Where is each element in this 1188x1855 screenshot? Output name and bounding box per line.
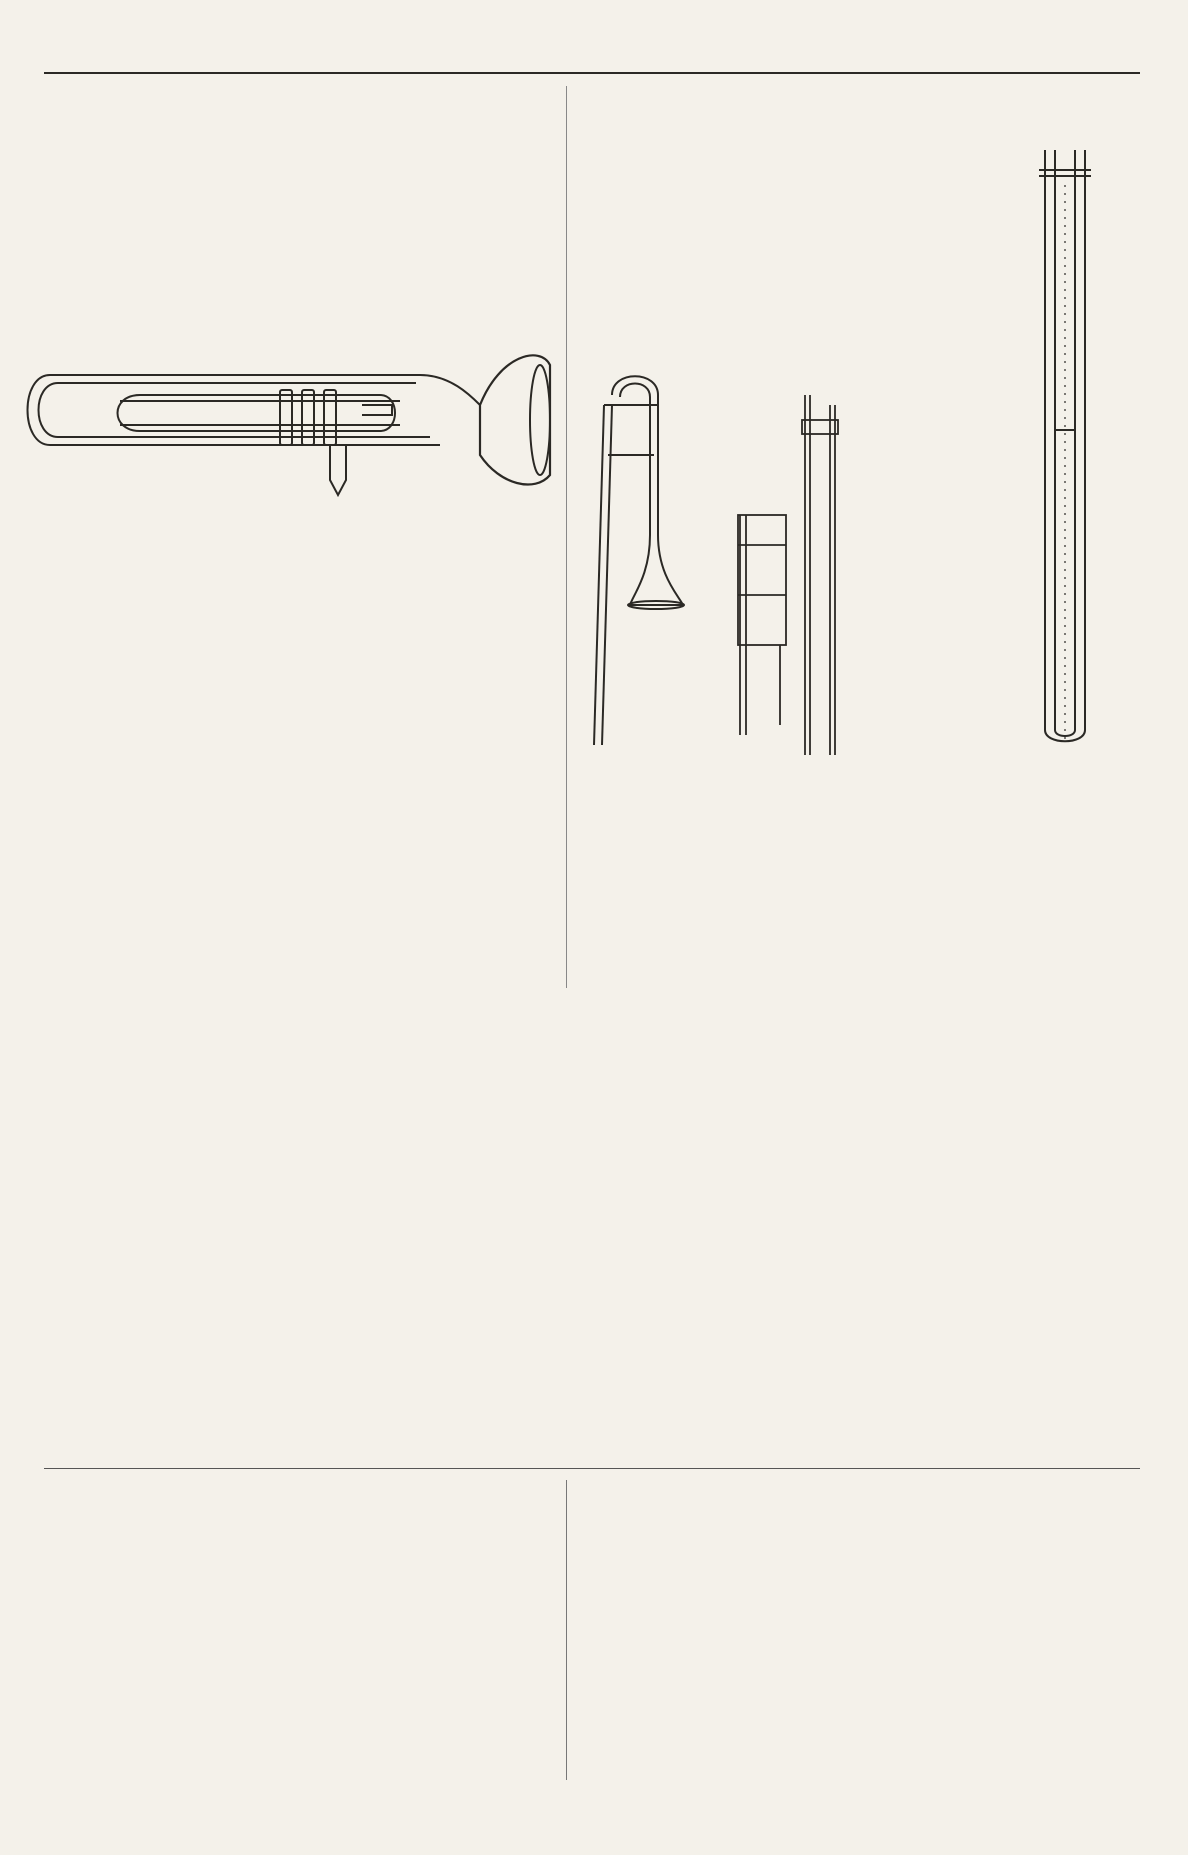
branches-illustration: [720, 395, 840, 755]
trombone-tenor-illustration: [578, 365, 728, 755]
positions-staff-row-2: [44, 1180, 1144, 1330]
tuba-illustration: [20, 335, 560, 505]
slide-positions-illustration: [1005, 140, 1115, 760]
page-header: [44, 38, 1140, 74]
chromatic-range-staff: [104, 1345, 1024, 1455]
footnotes-divider: [566, 1480, 567, 1780]
column-divider: [566, 86, 567, 988]
footnotes-rule: [44, 1468, 1140, 1469]
